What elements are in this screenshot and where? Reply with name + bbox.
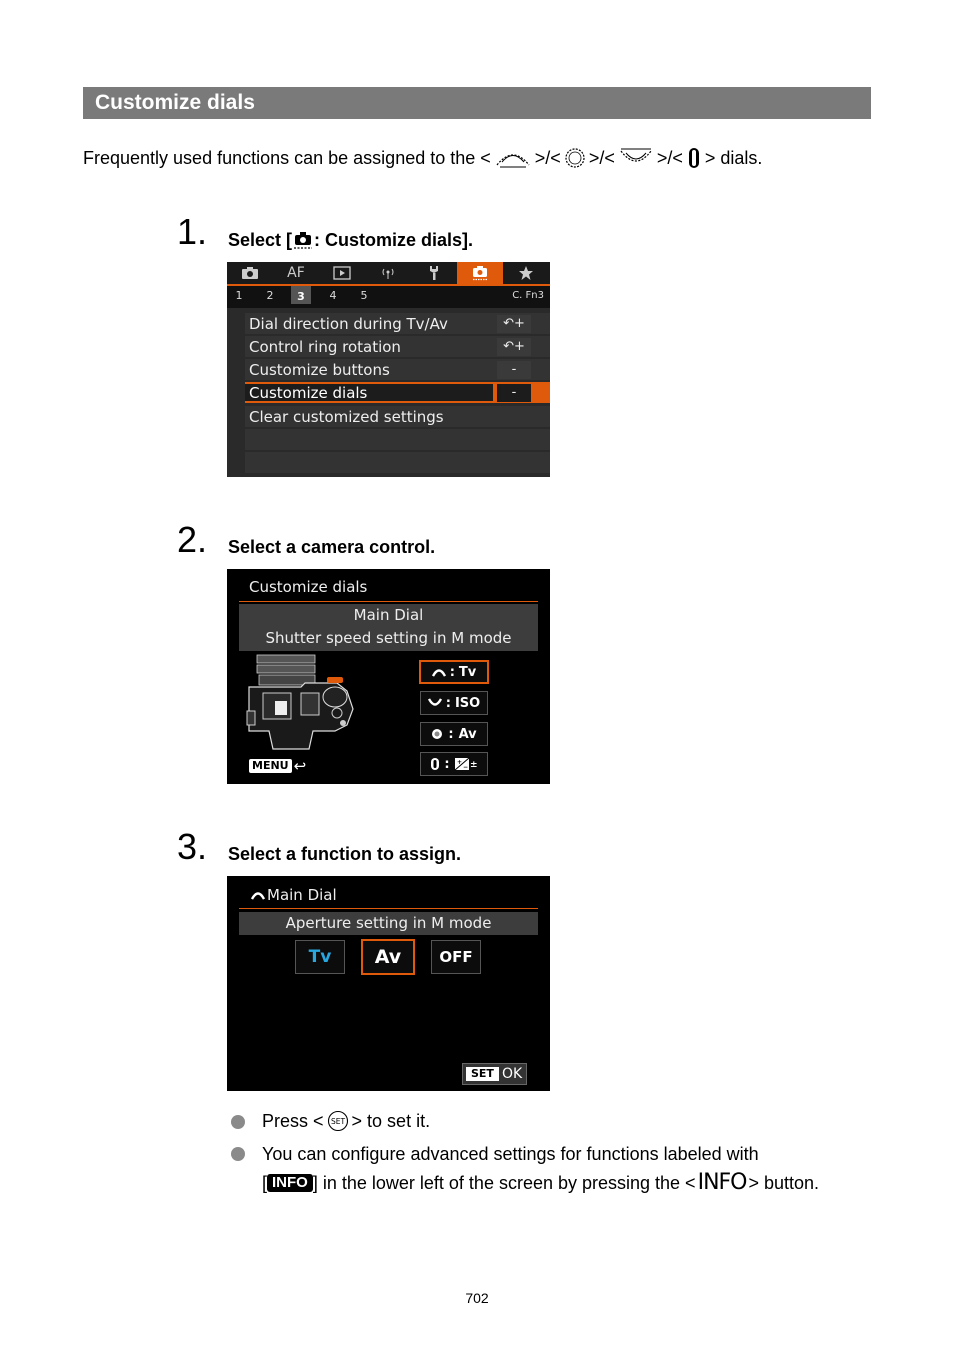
option-control-ring[interactable]: : Av: [420, 722, 488, 746]
tab-custom-functions[interactable]: [457, 262, 503, 284]
function-select-screen: [227, 876, 550, 1091]
step-3-text: Select a function to assign.: [228, 844, 462, 864]
bullet-1-pre: Press <: [262, 1111, 324, 1131]
camera-illustration: [243, 653, 355, 751]
step-1-pre: Select [: [228, 230, 293, 250]
ok-label: OK: [501, 1066, 523, 1082]
control-ring-icon: [431, 728, 443, 740]
tab-setup[interactable]: [411, 262, 457, 284]
multi-function-dial-icon: [686, 147, 702, 169]
option-label: Tv: [458, 664, 477, 680]
set-ok-button[interactable]: [462, 1063, 527, 1085]
control-ring-icon: [564, 147, 586, 169]
page-number: 702: [465, 1290, 489, 1306]
dial-name: Main Dial: [353, 606, 424, 624]
star-icon: [518, 265, 534, 281]
exposure-comp-icon: [454, 757, 478, 771]
intro-paragraph: [83, 146, 762, 170]
bullet-1-text: [262, 1109, 430, 1133]
custom-icon: [471, 265, 489, 281]
tab-my-menu[interactable]: [503, 262, 549, 284]
bullet-2-open: [: [262, 1173, 268, 1193]
menu-row-value: ↶+: [497, 338, 531, 356]
step-2-text: Select a camera control.: [228, 537, 436, 557]
subtab-2[interactable]: 2: [266, 289, 274, 302]
option-main-dial[interactable]: : Tv: [419, 660, 489, 684]
function-tv-button[interactable]: Tv: [295, 940, 345, 974]
bullet-2-end: > button.: [748, 1173, 820, 1193]
intro-sep-2: >/<: [588, 148, 615, 168]
fn-page-label: C. Fn3: [512, 290, 544, 301]
menu-back-button[interactable]: [249, 757, 306, 775]
menu-row-label: Customize dials: [249, 384, 368, 402]
quick-dial-icon: [428, 698, 442, 708]
menu-row-label: Customize buttons: [249, 361, 390, 379]
main-dial-icon: [251, 890, 265, 900]
bullet-2-mid: ] in the lower left of the screen by pressing the <: [312, 1173, 696, 1193]
playback-icon: [333, 266, 351, 280]
option-quick-dial[interactable]: : ISO: [420, 691, 488, 715]
tab-playback[interactable]: [319, 262, 365, 284]
menu-button-label: MENU: [249, 759, 292, 773]
customize-dials-screen: [227, 569, 550, 784]
back-arrow-icon: ↩: [293, 757, 307, 775]
step-1-post: : Customize dials].: [314, 230, 474, 250]
screen-title-text: Main Dial: [267, 886, 337, 904]
option-multi-dial[interactable]: : + − ±: [420, 752, 488, 776]
step-1-number: 1.: [177, 211, 208, 252]
function-av-button[interactable]: Av: [361, 939, 415, 975]
svg-text:+: +: [456, 759, 462, 766]
step-1-text: [228, 229, 473, 251]
section-title: Customize dials: [95, 91, 255, 114]
function-description: Aperture setting in M mode: [239, 912, 538, 935]
subtab-3[interactable]: 3: [291, 286, 311, 304]
description-box: [239, 604, 538, 651]
camera-icon: [241, 266, 259, 280]
menu-tabs: [227, 262, 550, 284]
bullet-1-post: > to set it.: [351, 1111, 431, 1131]
wireless-icon: [379, 266, 397, 280]
quick-control-dial-icon: [618, 147, 654, 169]
camera-menu-screen: [227, 262, 550, 477]
step-2-number: 2.: [177, 519, 208, 560]
intro-sep-1: >/<: [534, 148, 561, 168]
svg-text:−: −: [462, 764, 468, 771]
menu-row-label: Clear customized settings: [249, 408, 444, 426]
menu-row-selected[interactable]: [227, 382, 550, 404]
tab-shooting[interactable]: [227, 262, 273, 284]
svg-text:±: ±: [469, 760, 478, 770]
bullet-2-line-2: [262, 1171, 819, 1195]
menu-row[interactable]: [227, 313, 550, 335]
tab-wireless[interactable]: [365, 262, 411, 284]
multi-dial-icon: [430, 757, 440, 771]
step-3-number: 3.: [177, 826, 208, 867]
section-header-bar: [83, 87, 871, 119]
screen-title: Customize dials: [249, 578, 368, 596]
subtab-1[interactable]: 1: [235, 289, 243, 302]
bullet-dot: [231, 1115, 245, 1129]
custom-functions-icon: [292, 230, 314, 250]
intro-text-start: Frequently used functions can be assigned to the <: [83, 148, 491, 168]
menu-row-label: Dial direction during Tv/Av: [249, 315, 448, 333]
wrench-icon: [427, 265, 441, 281]
menu-row-value: ↶+: [497, 315, 531, 333]
option-label: ISO: [454, 695, 481, 711]
dial-function: Shutter speed setting in M mode: [265, 629, 512, 647]
bullet-2-line-1: You can configure advanced settings for functions labeled with: [262, 1144, 759, 1164]
info-badge: INFO: [267, 1174, 313, 1192]
main-dial-icon: [432, 667, 446, 677]
menu-row[interactable]: [227, 359, 550, 381]
subtab-4[interactable]: 4: [329, 289, 337, 302]
menu-row-value: -: [497, 384, 531, 402]
menu-row-label: Control ring rotation: [249, 338, 401, 356]
screen-title: [251, 886, 337, 904]
intro-text-end: > dials.: [704, 148, 763, 168]
menu-row-value: -: [497, 361, 531, 379]
function-off-button[interactable]: OFF: [431, 940, 481, 974]
intro-sep-3: >/<: [656, 148, 683, 168]
set-label: SET: [466, 1067, 499, 1081]
bullet-dot: [231, 1147, 245, 1161]
tab-af-label: AF: [287, 265, 305, 281]
menu-row-empty: [227, 429, 550, 451]
menu-row[interactable]: [227, 336, 550, 358]
menu-row[interactable]: [227, 406, 550, 428]
subtab-5[interactable]: 5: [360, 289, 368, 302]
main-dial-icon: [494, 147, 532, 169]
sub-tabs: [227, 286, 550, 308]
set-button-icon: [327, 1110, 349, 1132]
svg-text:SET: SET: [330, 1117, 345, 1126]
menu-row-empty: [227, 452, 550, 474]
tab-af[interactable]: [273, 262, 319, 284]
info-button-glyph: INFO: [697, 1170, 747, 1195]
option-label: Av: [458, 726, 477, 742]
